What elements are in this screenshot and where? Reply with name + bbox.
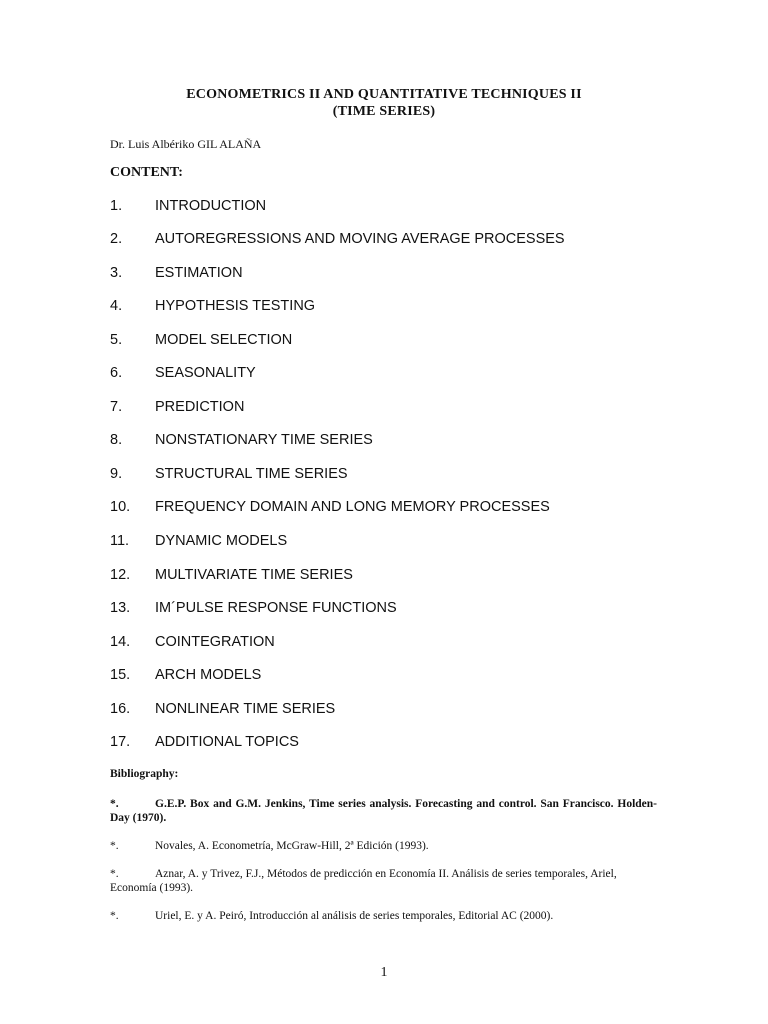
toc-item-label: HYPOTHESIS TESTING — [155, 298, 316, 314]
toc-item — [110, 499, 710, 519]
toc-item-number: 15. — [110, 667, 131, 683]
toc-item-label: PREDICTION — [155, 399, 245, 415]
toc-item-number: 14. — [110, 634, 131, 650]
toc-item — [110, 466, 710, 486]
toc-item-label: NONLINEAR TIME SERIES — [155, 701, 336, 717]
toc-item-number: 7. — [110, 399, 123, 415]
toc-item-label: INTRODUCTION — [155, 198, 267, 214]
toc-item — [110, 533, 710, 553]
toc-item — [110, 365, 710, 385]
toc-item — [110, 432, 710, 452]
toc-item-number: 13. — [110, 600, 131, 616]
toc-item-number: 16. — [110, 701, 131, 717]
toc-item-number: 9. — [110, 466, 123, 482]
bibliography-marker: *. — [110, 798, 119, 810]
toc-item-number: 17. — [110, 734, 131, 750]
bibliography-entry — [110, 909, 657, 923]
bibliography-entry — [110, 867, 657, 895]
toc-item-label: STRUCTURAL TIME SERIES — [155, 466, 348, 482]
toc-item-number: 3. — [110, 265, 123, 281]
document-subtitle: (TIME SERIES) — [332, 104, 436, 119]
toc-item-number: 4. — [110, 298, 123, 314]
toc-item-label: MODEL SELECTION — [155, 332, 293, 348]
toc-item-number: 6. — [110, 365, 123, 381]
content-heading: CONTENT: — [110, 165, 183, 180]
bibliography-text: Uriel, E. y A. Peiró, Introducción al análisis de series temporales, Editorial AC (2000). — [155, 910, 554, 922]
toc-item — [110, 399, 710, 419]
toc-item-number: 8. — [110, 432, 123, 448]
toc-item-number: 10. — [110, 499, 131, 515]
toc-item-label: ARCH MODELS — [155, 667, 262, 683]
bibliography-marker: *. — [110, 868, 119, 880]
toc-item — [110, 231, 710, 251]
toc-item-label: AUTOREGRESSIONS AND MOVING AVERAGE PROCESSES — [155, 231, 565, 247]
bibliography-entry — [110, 839, 657, 853]
toc-item-number: 5. — [110, 332, 123, 348]
toc-item-number: 11. — [110, 533, 130, 549]
toc-item — [110, 634, 710, 654]
toc-item-label: MULTIVARIATE TIME SERIES — [155, 567, 353, 583]
page-number: 1 — [380, 965, 388, 980]
toc-item — [110, 600, 710, 620]
bibliography-marker: *. — [110, 840, 119, 852]
bibliography-text: Aznar, A. y Trivez, F.J., Métodos de predicción en Economía II. Análisis de series temporales, Ariel, Economía (1993). — [110, 868, 617, 894]
bibliography-marker: *. — [110, 910, 119, 922]
document-title: ECONOMETRICS II AND QUANTITATIVE TECHNIQUES II — [186, 87, 582, 102]
toc-item — [110, 332, 710, 352]
toc-item-label: IM´PULSE RESPONSE FUNCTIONS — [155, 600, 397, 616]
toc-item-label: ESTIMATION — [155, 265, 243, 281]
toc-item — [110, 265, 710, 285]
bibliography-text: Novales, A. Econometría, McGraw-Hill, 2ª Edición (1993). — [155, 840, 429, 852]
toc-item — [110, 701, 710, 721]
toc-item-label: COINTEGRATION — [155, 634, 275, 650]
toc-item — [110, 567, 710, 587]
toc-item-number: 12. — [110, 567, 131, 583]
toc-item-label: ADDITIONAL TOPICS — [155, 734, 299, 750]
toc-item-label: NONSTATIONARY TIME SERIES — [155, 432, 373, 448]
toc-item-label: FREQUENCY DOMAIN AND LONG MEMORY PROCESSES — [155, 499, 550, 515]
bibliography-heading: Bibliography: — [110, 768, 179, 780]
bibliography-text: G.E.P. Box and G.M. Jenkins, Time series analysis. Forecasting and control. San Francisco. Holden-Day (1970). — [110, 798, 657, 824]
toc-item — [110, 734, 710, 754]
toc-item — [110, 198, 710, 218]
toc-item-number: 2. — [110, 231, 123, 247]
toc-item — [110, 298, 710, 318]
toc-item-number: 1. — [110, 198, 123, 214]
author-line: Dr. Luis Albériko GIL ALAÑA — [110, 137, 262, 151]
toc-item-label: SEASONALITY — [155, 365, 256, 381]
bibliography-entry — [110, 797, 657, 825]
toc-item-label: DYNAMIC MODELS — [155, 533, 288, 549]
toc-item — [110, 667, 710, 687]
